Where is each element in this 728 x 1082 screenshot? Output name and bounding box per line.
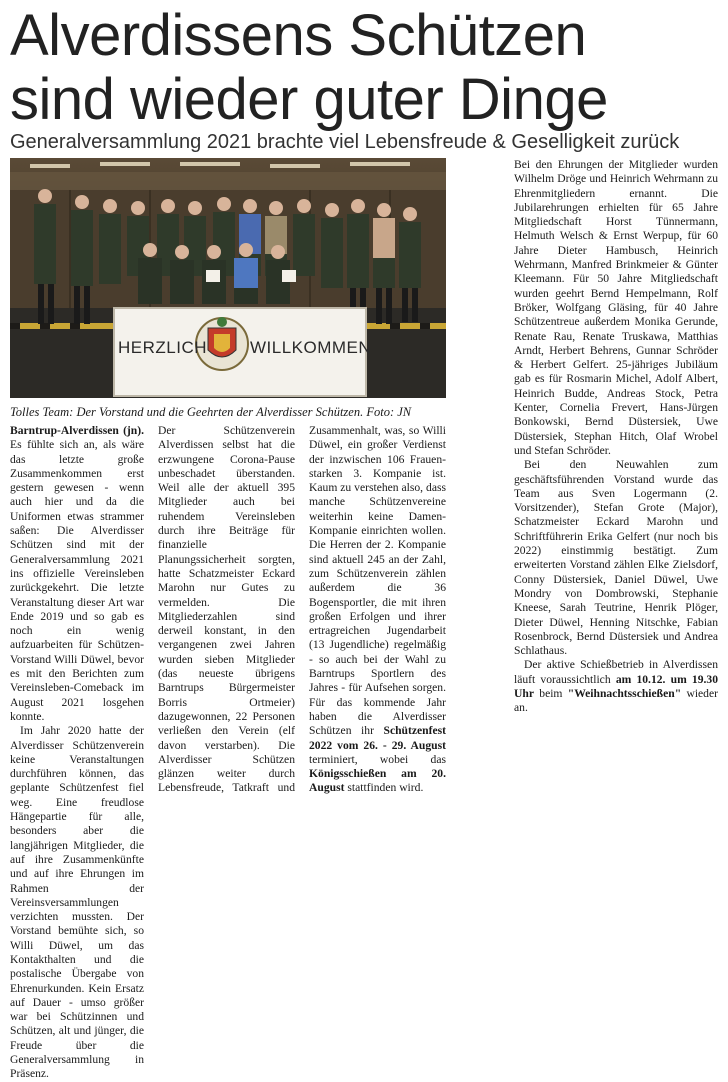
paragraph-3-mid: terminiert, wobei das [309, 752, 446, 766]
schuetzenfest-date: Schützenfest 2022 vom 26. - 29. August [309, 724, 446, 752]
paragraph-6 [514, 658, 718, 715]
paragraph-3-end: stattfinden wird. [344, 781, 424, 795]
paragraph-2: Im Jahr 2020 hatte der Alverdisser Schützenverein keine Veranstaltungen durchführen können, das geplante Schützenfest fiel weg. Eine freudlose Hängepartie für alle, besonders aber die langjährigen Mitglieder, die auf ihre Zusammenkünfte und auf ihre Ehrungen im Rahmen der Vereinsversammlungen verzichten mussten. Der Vorstand bemühte sich, so Willi Düwel, um das Kontakthalten und die postalische Übergabe von Ehrenurkunden. Kein Ersatz auf Dauer - umso größer war bei Schützinnen und Schützen, alt und jünger, die Freude über die Generalversammlung in Präsenz. [10, 724, 144, 1081]
article-column-4 [514, 158, 718, 716]
headline [10, 4, 720, 132]
paragraph-6-mid: beim [533, 686, 568, 700]
paragraph-3 [158, 424, 446, 798]
group-photo [10, 158, 446, 398]
paragraph-1-text: Es fühlte sich an, als wäre das letzte große Zusammenkommen erst gestern gewesen - wenn auch hier und da die Uniformen etwas strammer saßen: Die Alverdisser Schützen sind mit der Generalversammlung 2021 ins offizielle Vereinsleben zurückgekehrt. Die letzte Veranstaltung dieser Art war Ende 2019 und so gab es noch ein wenig aufzuarbeiten für Schützen-Vorstand Willi Düwel, bevor es mit den Berichten zum Vereinsleben-Comeback im August 2021 losgehen konnte. [10, 438, 144, 723]
subheadline: Generalversammlung 2021 brachte viel Lebensfreude & Geselligkeit zurück [10, 131, 680, 153]
photo-caption: Tolles Team: Der Vorstand und die Geehrten der Alverdisser Schützen. Foto: JN [10, 405, 412, 419]
christmas-shooting: "Weihnachtsschießen" [567, 686, 682, 700]
paragraph-6-start: Der aktive Schießbetrieb in Alverdissen läuft voraussichtlich [514, 658, 718, 686]
headline-line-2: sind wieder guter Dinge [10, 67, 608, 132]
banner-text-right: WILLKOMMEN [250, 338, 372, 357]
paragraph-5: Bei den Neuwahlen zum geschäftsführenden Vorstand wurde das Team aus Sven Logermann (2. Vorsitzender), Stefan Grote (Major), Schatzmeister Eckard Marohn und Schriftführerin Erika Gelfert (nur noch bis 2022) einstimmig bestätigt. Zum erweiterten Vorstand zählen Elke Zielsdorf, Conny Düstersiek, Daniel Düwel, Uwe Mondry von Dombrowski, Stephanie Kneese, Sarah Teutrine, Henrik Plöger, Dieter Düwel, Henning Nitschke, Fabian Rosenbrock, Bernd Düstersiek und Andrea Schlathaus. [514, 458, 718, 658]
koenigsschiessen-date: Königsschießen am 20. August [309, 767, 446, 795]
shooting-date: am 10.12. um 19.30 Uhr [514, 672, 719, 700]
paragraph-6-end: wieder an. [514, 686, 718, 715]
article-columns-2-3 [158, 424, 446, 798]
headline-line-1: Alverdissens Schützen [10, 3, 587, 68]
paragraph-1 [10, 424, 144, 724]
paragraph-3-text: Der Schützenverein Alverdissen selbst hat die erzwungene Corona-Pause unbeschadet überstanden. Weil alle der aktuell 395 Mitglieder auch bei ruhendem Vereinsleben durch ihre Beiträge für finanzielle Planungssicherheit sorgten, hatte Schatzmeister Eckard Marohn nur Gutes zu vermelden. Die Mitgliederzahlen sind derweil konstant, in den vergangenen zwei Jahren wurden sieben Mitglieder (das neueste übrigens Barntrups Bürgermeister Borris Ortmeier) dazugewonnen, 22 Personen verließen den Verein (elf davon verstarben). Die Alverdisser Schützen glänzen weiter durch Lebensfreude, Tatkraft und Zusammenhalt, was, so Willi Düwel, ein großer Verdienst der inzwischen 106 Frauen-starken 3. Kompanie ist. Kaum zu verstehen also, dass manche Schützenvereine weiterhin keine Damen-Kompanie einrichten wollen. Die Herren der 2. Kompanie sind aktuell 245 an der Zahl, zum Schützenverein zählen außerdem die 36 Bogensportler, die mit ihren großen Erfolgen und ihrer ertragreichen Jugendarbeit (13 Jugendliche) regelmäßig - so auch bei der Wahl zu Barntrups Sportlern des Jahres - für Aufsehen sorgen. Für das kommende Jahr haben die Alverdisser Schützen ihr [158, 424, 446, 795]
article-column-1 [10, 424, 144, 1082]
banner-text-left: HERZLICH [118, 338, 208, 357]
dateline: Barntrup-Alverdissen (jn). [10, 424, 144, 437]
paragraph-4: Bei den Ehrungen der Mitglieder wurden Wilhelm Dröge und Heinrich Wehrmann zu Ehrenmitgliedern ernannt. Die Jubilarehrungen erhielten für 65 Jahre Mitgliedschaft Horst Tünnermann, Helmuth Welsch & Ernst Werpup, für 60 Jahre Dieter Hambusch, Heinrich Wehrmann, Manfred Brinkmeier & Günter Kleemann. Für 50 Jahre Mitgliedschaft wurden geehrt Bernd Hempelmann, Rolf Bröker, Wolfgang Gläsing, für 40 Jahre Schützentreue außerdem Monika Gerunde, Renate Rau, Renate Truskawa, Matthias Arndt, Herbert Behrens, Gunnar Schröder & Herbert Gelfert. 25-jähriges Jubiläum gab es für Rosmarin Michel, Adolf Albert, Heinrich Budde, Andreas Stock, Petra Kenter, Cornelia Frevert, Hans-Jürgen Bonkowski, Bernd Düstersiek, Uwe Düstersiek, Stephan Hitch, Olaf Wrobel und Stefan Schröder. [514, 158, 718, 457]
